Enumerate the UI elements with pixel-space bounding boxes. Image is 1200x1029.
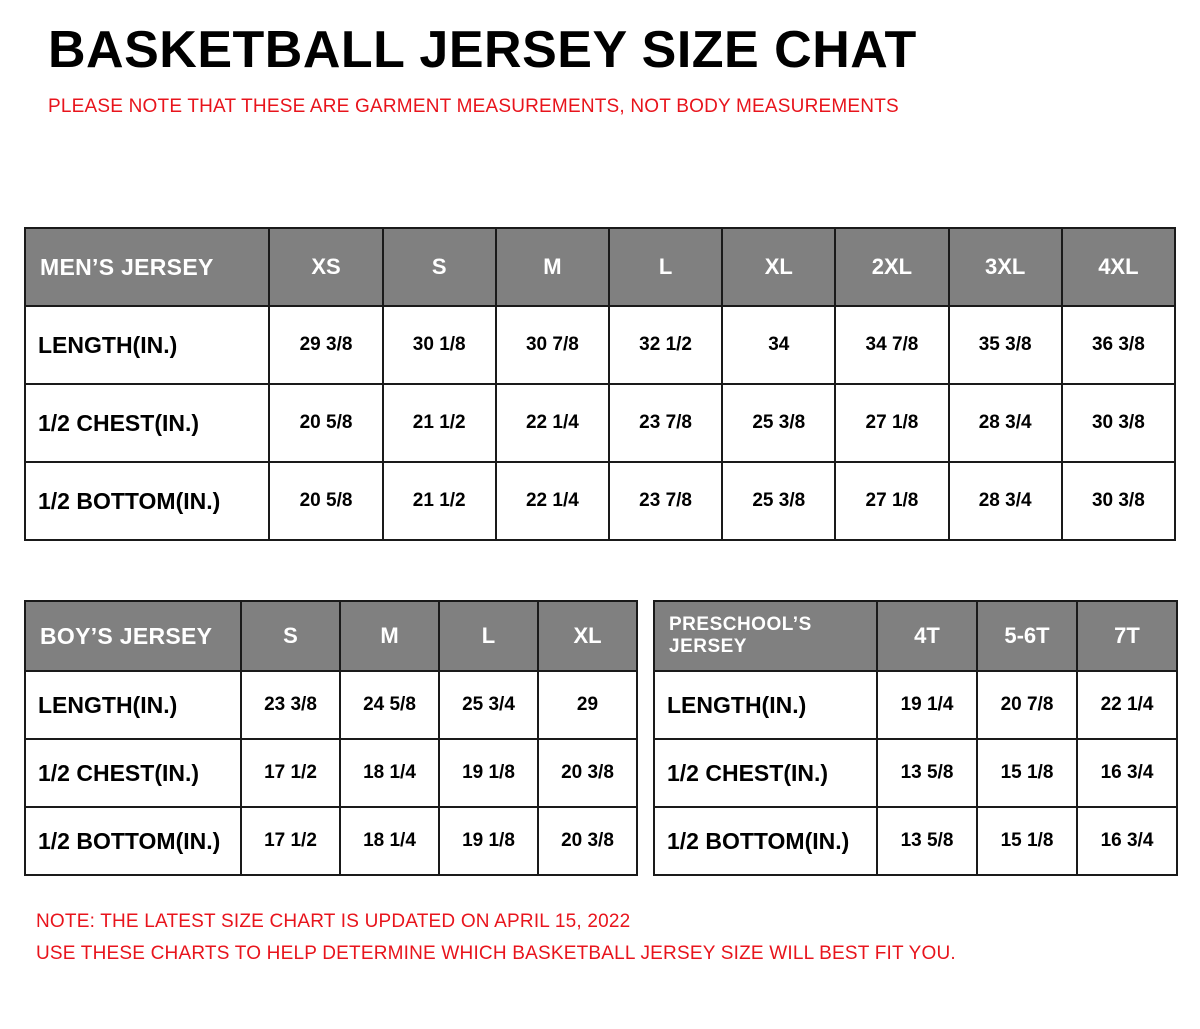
mens-header-label: MEN’S JERSEY (25, 228, 269, 306)
row-label: LENGTH(IN.) (654, 671, 877, 739)
table-cell: 20 3/8 (538, 807, 637, 875)
table-cell: 19 1/4 (877, 671, 977, 739)
table-cell: 27 1/8 (835, 462, 948, 540)
table-cell: 27 1/8 (835, 384, 948, 462)
table-cell: 25 3/8 (722, 384, 835, 462)
table-cell: 30 1/8 (383, 306, 496, 384)
table-row (25, 739, 637, 807)
mens-size-header: XL (722, 228, 835, 306)
table-cell: 19 1/8 (439, 739, 538, 807)
table-row (25, 462, 1175, 540)
boys-jersey-size-table (24, 600, 638, 876)
table-cell: 22 1/4 (496, 462, 609, 540)
table-cell: 22 1/4 (1077, 671, 1177, 739)
table-cell: 32 1/2 (609, 306, 722, 384)
mens-size-header: 4XL (1062, 228, 1175, 306)
page-title: BASKETBALL JERSEY SIZE CHAT (48, 21, 917, 79)
preschool-size-header: 4T (877, 601, 977, 671)
boys-size-header: S (241, 601, 340, 671)
mens-size-header: M (496, 228, 609, 306)
row-label: 1/2 BOTTOM(IN.) (25, 462, 269, 540)
row-label: LENGTH(IN.) (25, 306, 269, 384)
table-header-row (25, 601, 637, 671)
garment-measurement-note: PLEASE NOTE THAT THESE ARE GARMENT MEASUREMENTS, NOT BODY MEASUREMENTS (48, 96, 899, 118)
table-header-row (25, 228, 1175, 306)
mens-size-header: 2XL (835, 228, 948, 306)
boys-header-label: BOY’S JERSEY (25, 601, 241, 671)
footer-notes (36, 906, 956, 971)
size-chart-page (0, 22, 1200, 1029)
table-cell: 16 3/4 (1077, 807, 1177, 875)
table-row (25, 384, 1175, 462)
table-row (25, 671, 637, 739)
note-update-date: NOTE: THE LATEST SIZE CHART IS UPDATED ON APRIL 15, 2022 (36, 911, 631, 932)
table-cell: 20 3/8 (538, 739, 637, 807)
table-cell: 13 5/8 (877, 807, 977, 875)
mens-size-header: XS (269, 228, 382, 306)
preschool-size-header: 5-6T (977, 601, 1077, 671)
table-cell: 13 5/8 (877, 739, 977, 807)
table-cell: 20 5/8 (269, 384, 382, 462)
mens-jersey-size-table (24, 227, 1176, 541)
table-cell: 21 1/2 (383, 462, 496, 540)
table-cell: 24 5/8 (340, 671, 439, 739)
table-cell: 20 5/8 (269, 462, 382, 540)
mens-size-header: S (383, 228, 496, 306)
table-row (654, 671, 1177, 739)
table-cell: 17 1/2 (241, 807, 340, 875)
table-cell: 28 3/4 (949, 384, 1062, 462)
table-cell: 30 7/8 (496, 306, 609, 384)
table-cell: 15 1/8 (977, 807, 1077, 875)
table-header-row (654, 601, 1177, 671)
table-cell: 29 (538, 671, 637, 739)
table-cell: 25 3/4 (439, 671, 538, 739)
table-cell: 30 3/8 (1062, 384, 1175, 462)
boys-size-header: L (439, 601, 538, 671)
table-cell: 20 7/8 (977, 671, 1077, 739)
row-label: 1/2 BOTTOM(IN.) (654, 807, 877, 875)
row-label: 1/2 CHEST(IN.) (25, 739, 241, 807)
table-cell: 23 7/8 (609, 462, 722, 540)
note-usage: USE THESE CHARTS TO HELP DETERMINE WHICH BASKETBALL JERSEY SIZE WILL BEST FIT YOU. (36, 943, 956, 965)
table-cell: 34 7/8 (835, 306, 948, 384)
table-row (654, 807, 1177, 875)
table-cell: 17 1/2 (241, 739, 340, 807)
boys-size-header: XL (538, 601, 637, 671)
table-cell: 21 1/2 (383, 384, 496, 462)
table-cell: 18 1/4 (340, 739, 439, 807)
mens-size-header: L (609, 228, 722, 306)
table-row (25, 807, 637, 875)
row-label: 1/2 BOTTOM(IN.) (25, 807, 241, 875)
table-row (25, 306, 1175, 384)
row-label: 1/2 CHEST(IN.) (654, 739, 877, 807)
table-cell: 35 3/8 (949, 306, 1062, 384)
table-row (654, 739, 1177, 807)
table-cell: 34 (722, 306, 835, 384)
table-cell: 16 3/4 (1077, 739, 1177, 807)
table-cell: 25 3/8 (722, 462, 835, 540)
preschool-size-header: 7T (1077, 601, 1177, 671)
preschool-header-label: PRESCHOOL’S JERSEY (654, 601, 877, 671)
table-cell: 19 1/8 (439, 807, 538, 875)
table-cell: 22 1/4 (496, 384, 609, 462)
table-cell: 28 3/4 (949, 462, 1062, 540)
table-cell: 36 3/8 (1062, 306, 1175, 384)
table-cell: 18 1/4 (340, 807, 439, 875)
table-cell: 23 3/8 (241, 671, 340, 739)
table-cell: 30 3/8 (1062, 462, 1175, 540)
table-cell: 15 1/8 (977, 739, 1077, 807)
mens-size-header: 3XL (949, 228, 1062, 306)
table-cell: 23 7/8 (609, 384, 722, 462)
table-cell: 29 3/8 (269, 306, 382, 384)
boys-size-header: M (340, 601, 439, 671)
preschool-jersey-size-table (653, 600, 1178, 876)
row-label: 1/2 CHEST(IN.) (25, 384, 269, 462)
row-label: LENGTH(IN.) (25, 671, 241, 739)
